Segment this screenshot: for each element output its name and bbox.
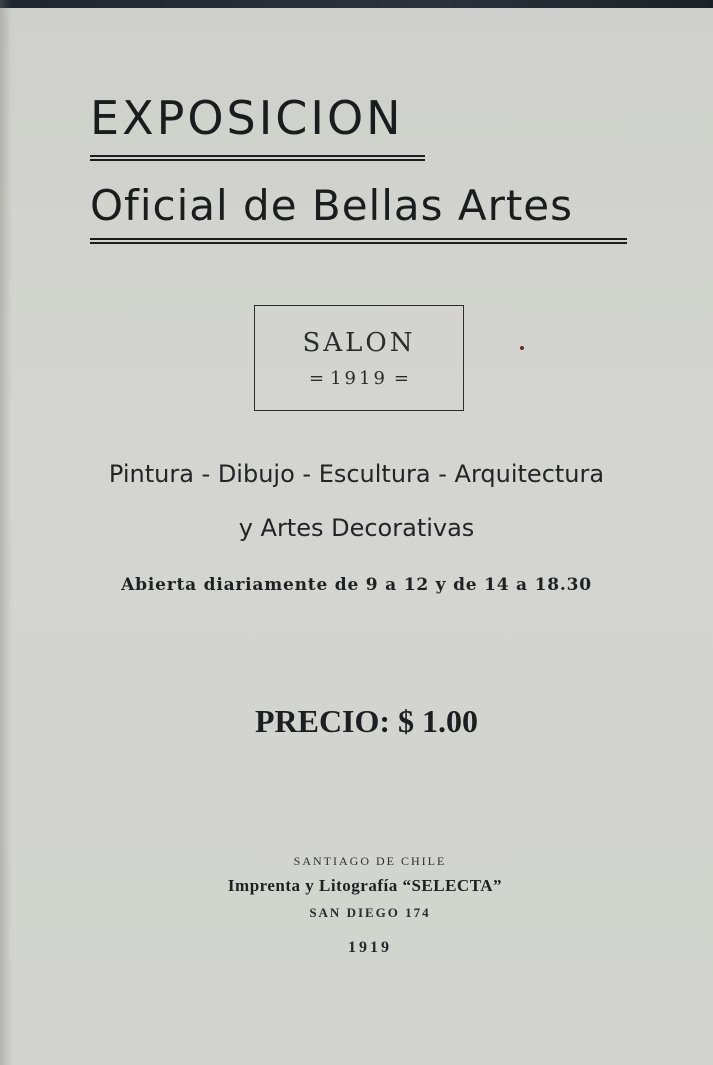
salon-year: 1919 bbox=[330, 368, 388, 389]
imprint-address: SAN DIEGO 174 bbox=[309, 905, 431, 920]
subjects-line-1: Pintura - Dibujo - Escultura - Arquitectura bbox=[108, 460, 605, 488]
cover-top-edge bbox=[0, 0, 713, 8]
title-bellas-artes: Oficial de Bellas Artes bbox=[90, 181, 574, 230]
subjects-line-2: y Artes Decorativas bbox=[238, 514, 475, 542]
title-double-rule-1 bbox=[90, 155, 425, 161]
paper-speck bbox=[520, 346, 524, 350]
salon-dash-right: = bbox=[393, 368, 409, 389]
imprint-press: Imprenta y Litografía “SELECTA” bbox=[227, 876, 503, 895]
salon-box bbox=[254, 305, 464, 411]
salon-dash-left: = bbox=[309, 368, 325, 389]
imprint-year: 1919 bbox=[348, 939, 392, 956]
salon-year-row bbox=[255, 370, 463, 388]
title-double-rule-2 bbox=[90, 238, 627, 244]
price: PRECIO: $ 1.00 bbox=[254, 703, 479, 739]
imprint-city: SANTIAGO DE CHILE bbox=[293, 854, 447, 868]
title-exposicion: EXPOSICION bbox=[90, 91, 404, 145]
opening-hours: Abierta diariamente de 9 a 12 y de 14 a 18.30 bbox=[121, 575, 592, 595]
salon-label: SALON bbox=[302, 328, 416, 358]
